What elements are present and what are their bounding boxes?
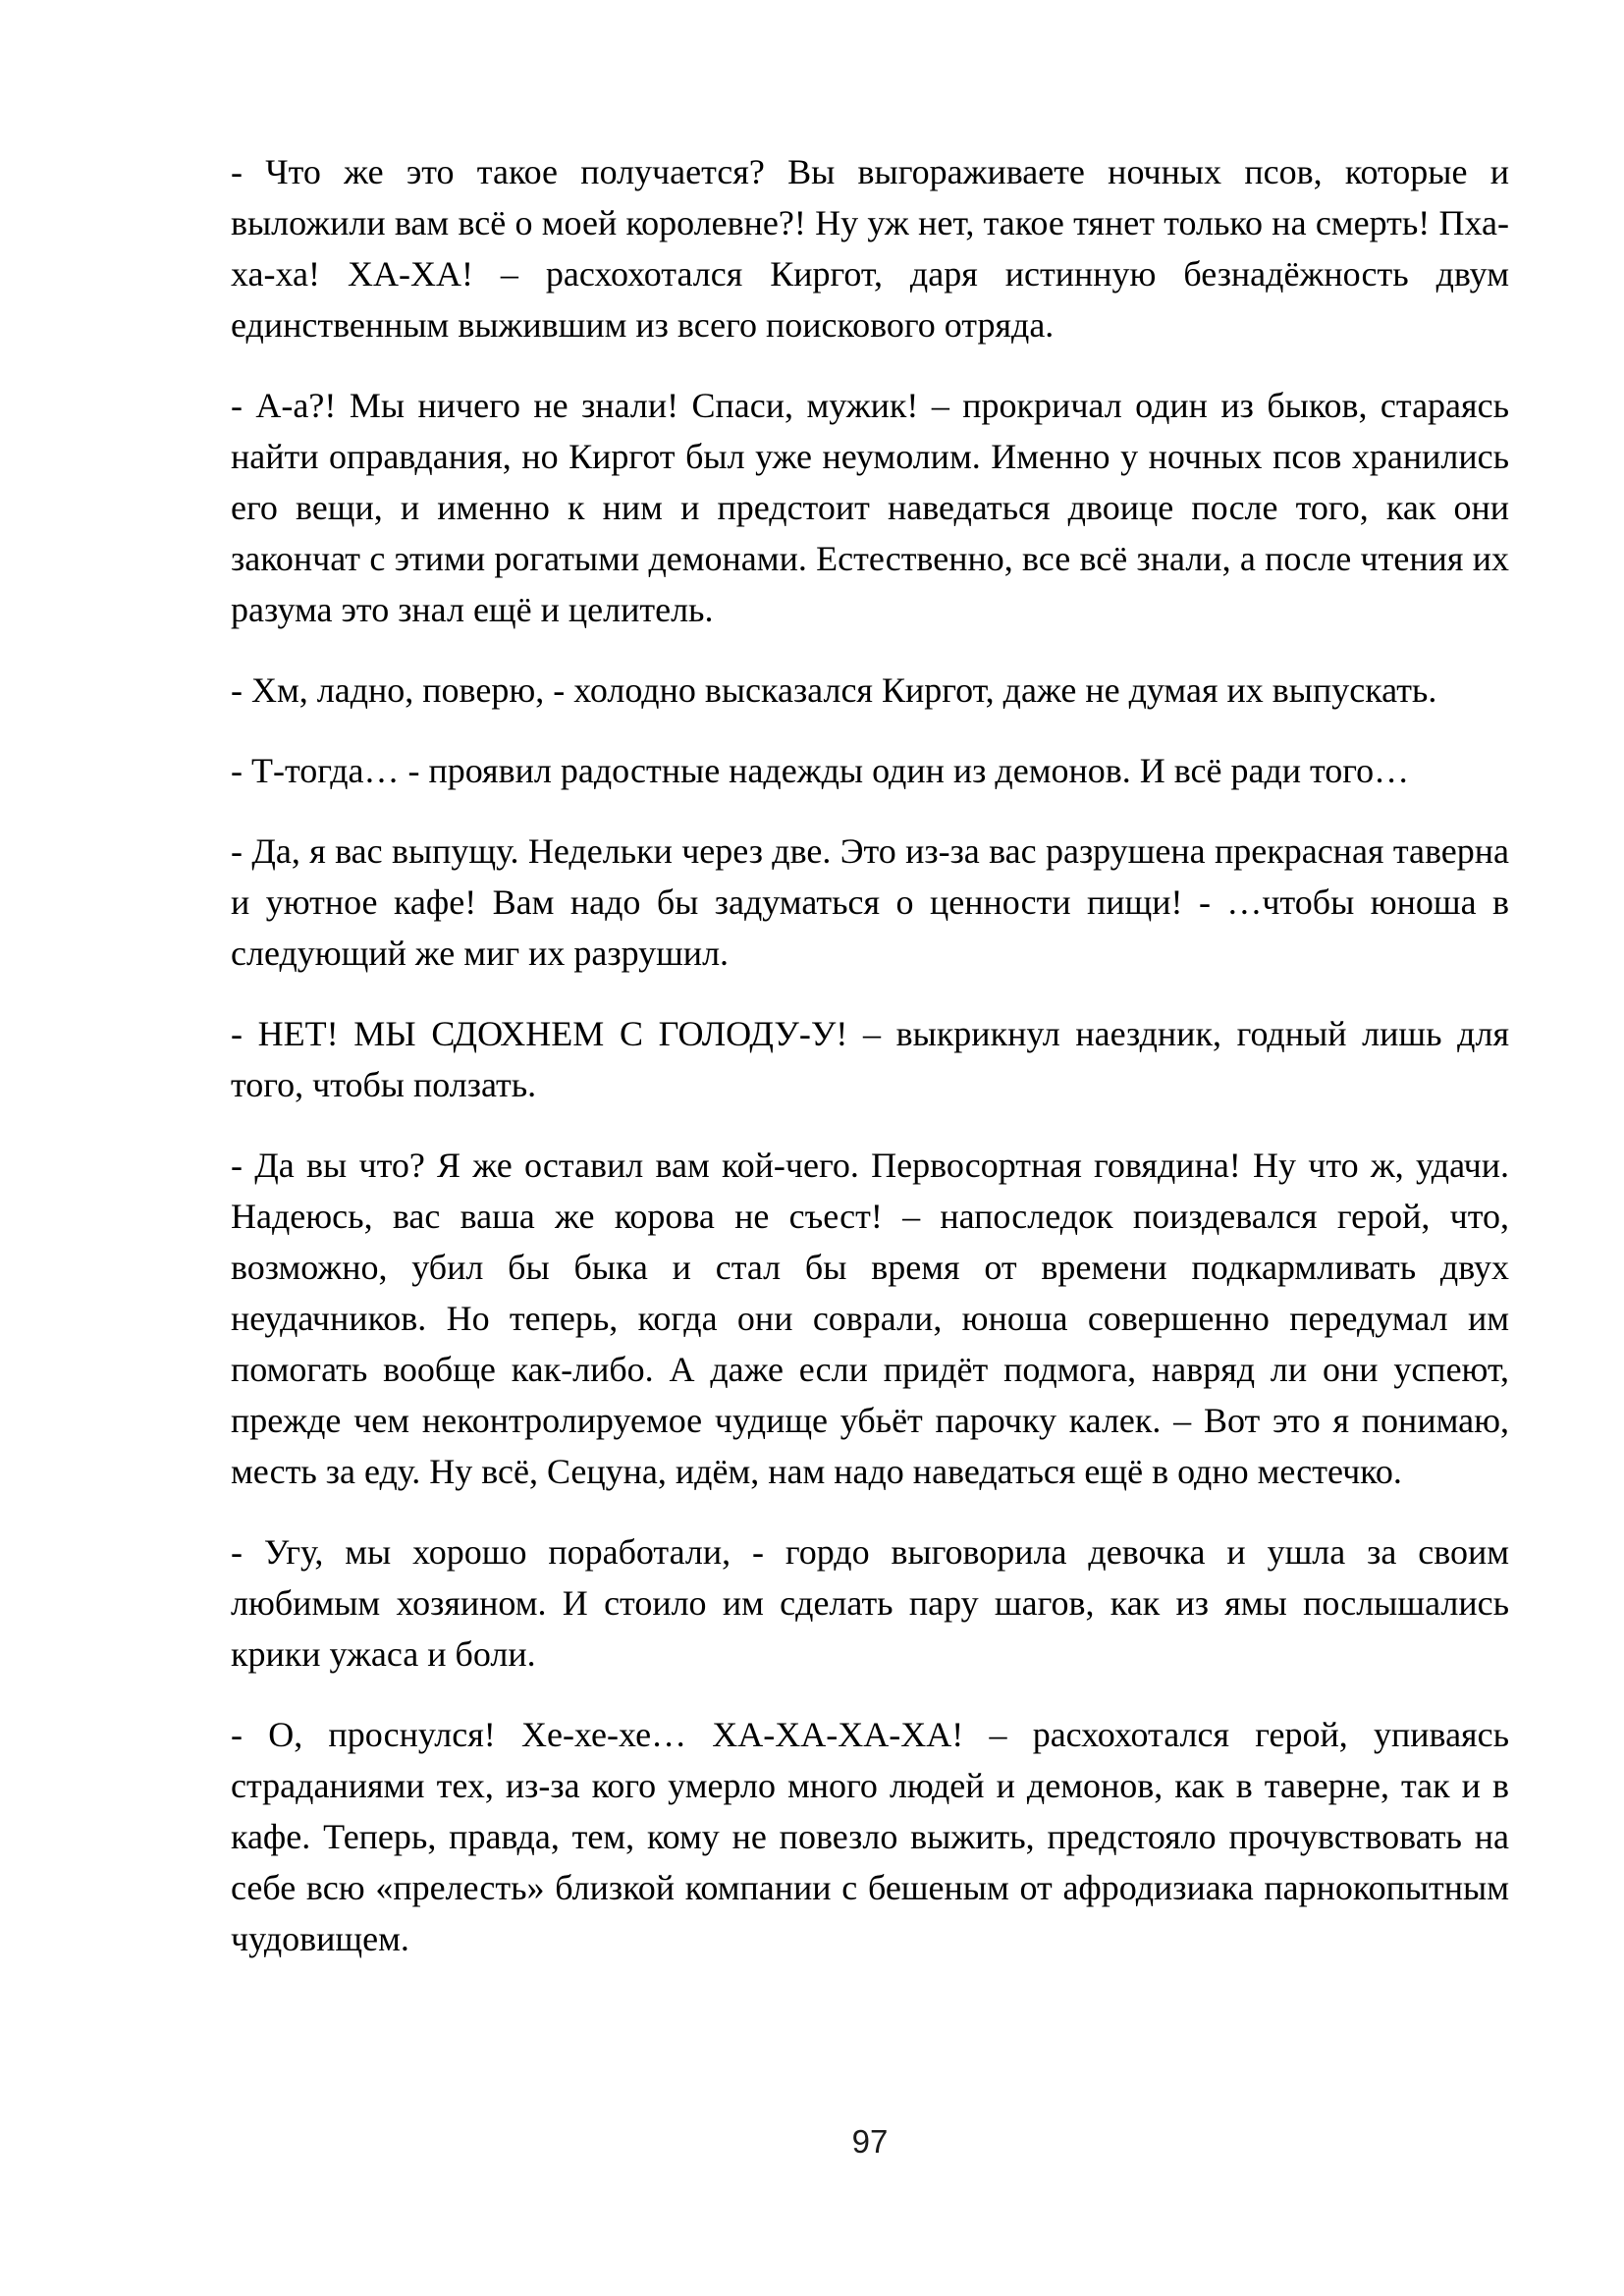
paragraph-2: - А-а?! Мы ничего не знали! Спаси, мужик! – прокричал один из быков, стараясь найти оправдания, но Киргот был уже неумолим. Именно у ночных псов хранились его вещи, и именно к ним и предстоит наведаться двоице после того, как они закончат с этими рогатыми демонами. Естественно, все всё знали, а после чтения их разума это знал ещё и целитель. <box>231 386 1509 629</box>
paragraph-1: - Что же это такое получается? Вы выгораживаете ночных псов, которые и выложили вам всё о моей королевне?! Ну уж нет, такое тянет только на смерть! Пха-ха-ха! ХА-ХА! – расхохотался Киргот, даря истинную безнадёжность двум единственным выжившим из всего поискового отряда. <box>231 152 1509 345</box>
paragraph-6: - НЕТ! МЫ СДОХНЕМ С ГОЛОДУ-У! – выкрикнул наездник, годный лишь для того, чтобы ползать. <box>231 1014 1509 1104</box>
paragraph-9: - О, проснулся! Хе-хе-хе… ХА-ХА-ХА-ХА! – расхохотался герой, упиваясь страданиями тех, из-за кого умерло много людей и демонов, как в таверне, так и в кафе. Теперь, правда, тем, кому не повезло выжить, предстояло прочувствовать на себе всю «прелесть» близкой компании с бешеным от афродизиака парнокопытным чудовищем. <box>231 1715 1509 1958</box>
paragraph-7: - Да вы что? Я же оставил вам кой-чего. Первосортная говядина! Ну что ж, удачи. Надеюсь, вас ваша же корова не съест! – напоследок поиздевался герой, что, возможно, убил бы быка и стал бы время от времени подкармливать двух неудачников. Но теперь, когда они соврали, юноша совершенно передумал им помогать вообще как-либо. А даже если придёт подмога, навряд ли они успеют, прежде чем неконтролируемое чудище убьёт парочку калек. – Вот это я понимаю, месть за еду. Ну всё, Сецуна, идём, нам надо наведаться ещё в одно местечко. <box>231 1146 1509 1491</box>
text-block <box>231 146 1509 1994</box>
paragraph-8: - Угу, мы хорошо поработали, - гордо выговорила девочка и ушла за своим любимым хозяином. И стоило им сделать пару шагов, как из ямы послышались крики ужаса и боли. <box>231 1532 1509 1674</box>
paragraph-3: - Хм, ладно, поверю, - холодно высказался Киргот, даже не думая их выпускать. <box>231 670 1437 710</box>
page-number: 97 <box>851 2123 889 2160</box>
paragraph-5: - Да, я вас выпущу. Недельки через две. Это из-за вас разрушена прекрасная таверна и уютное кафе! Вам надо бы задуматься о ценности пищи! - …чтобы юноша в следующий же миг их разрушил. <box>231 831 1509 973</box>
paragraph-4: - Т-тогда… - проявил радостные надежды один из демонов. И всё ради того… <box>231 751 1410 790</box>
